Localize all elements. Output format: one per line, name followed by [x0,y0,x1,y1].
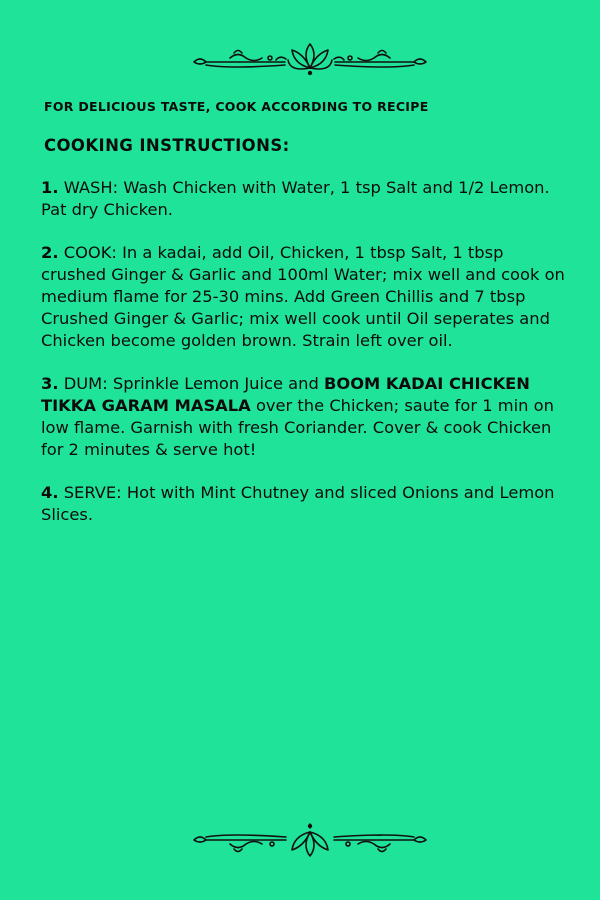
step-label: SERVE: [63,483,122,502]
step-text: In a kadai, add Oil, Chicken, 1 tbsp Salt, 1 tbsp crushed Ginger & Garlic and 100ml Water; mix well and cook on medium flame for 25-30 mins. Add Green Chillis and 7 tbsp Crushed Ginger & Garlic; mix well cook until Oil seperates and Chicken become golden brown. Strain left over oil. [41,243,565,350]
step-text: Sprinkle Lemon Juice and [112,374,319,393]
step-dum [41,373,571,461]
cooking-instructions-heading: COOKING INSTRUCTIONS: [44,136,290,155]
step-text: Wash Chicken with Water, 1 tsp Salt and 1/2 Lemon. Pat dry Chicken. [41,178,550,219]
step-label: COOK: [63,243,117,262]
step-number: 1. [41,178,59,197]
tagline: FOR DELICIOUS TASTE, COOK ACCORDING TO RECIPE [44,99,429,114]
top-ornament-divider-icon [190,38,430,78]
instruction-steps [41,177,571,547]
product-name-highlight: BOOM KADAI CHICKEN TIKKA GARAM MASALA [41,374,530,415]
bottom-ornament-divider-icon [190,822,430,862]
step-number: 2. [41,243,59,262]
step-label: DUM: [63,374,108,393]
step-label: WASH: [63,178,119,197]
step-wash [41,177,571,221]
step-number: 4. [41,483,59,502]
step-cook [41,242,571,352]
step-text: Hot with Mint Chutney and sliced Onions and Lemon Slices. [41,483,555,524]
step-serve [41,482,571,526]
step-number: 3. [41,374,59,393]
step-text: over the Chicken; saute for 1 min on low flame. Garnish with fresh Coriander. Cover & cook Chicken for 2 minutes & serve hot! [41,396,554,459]
